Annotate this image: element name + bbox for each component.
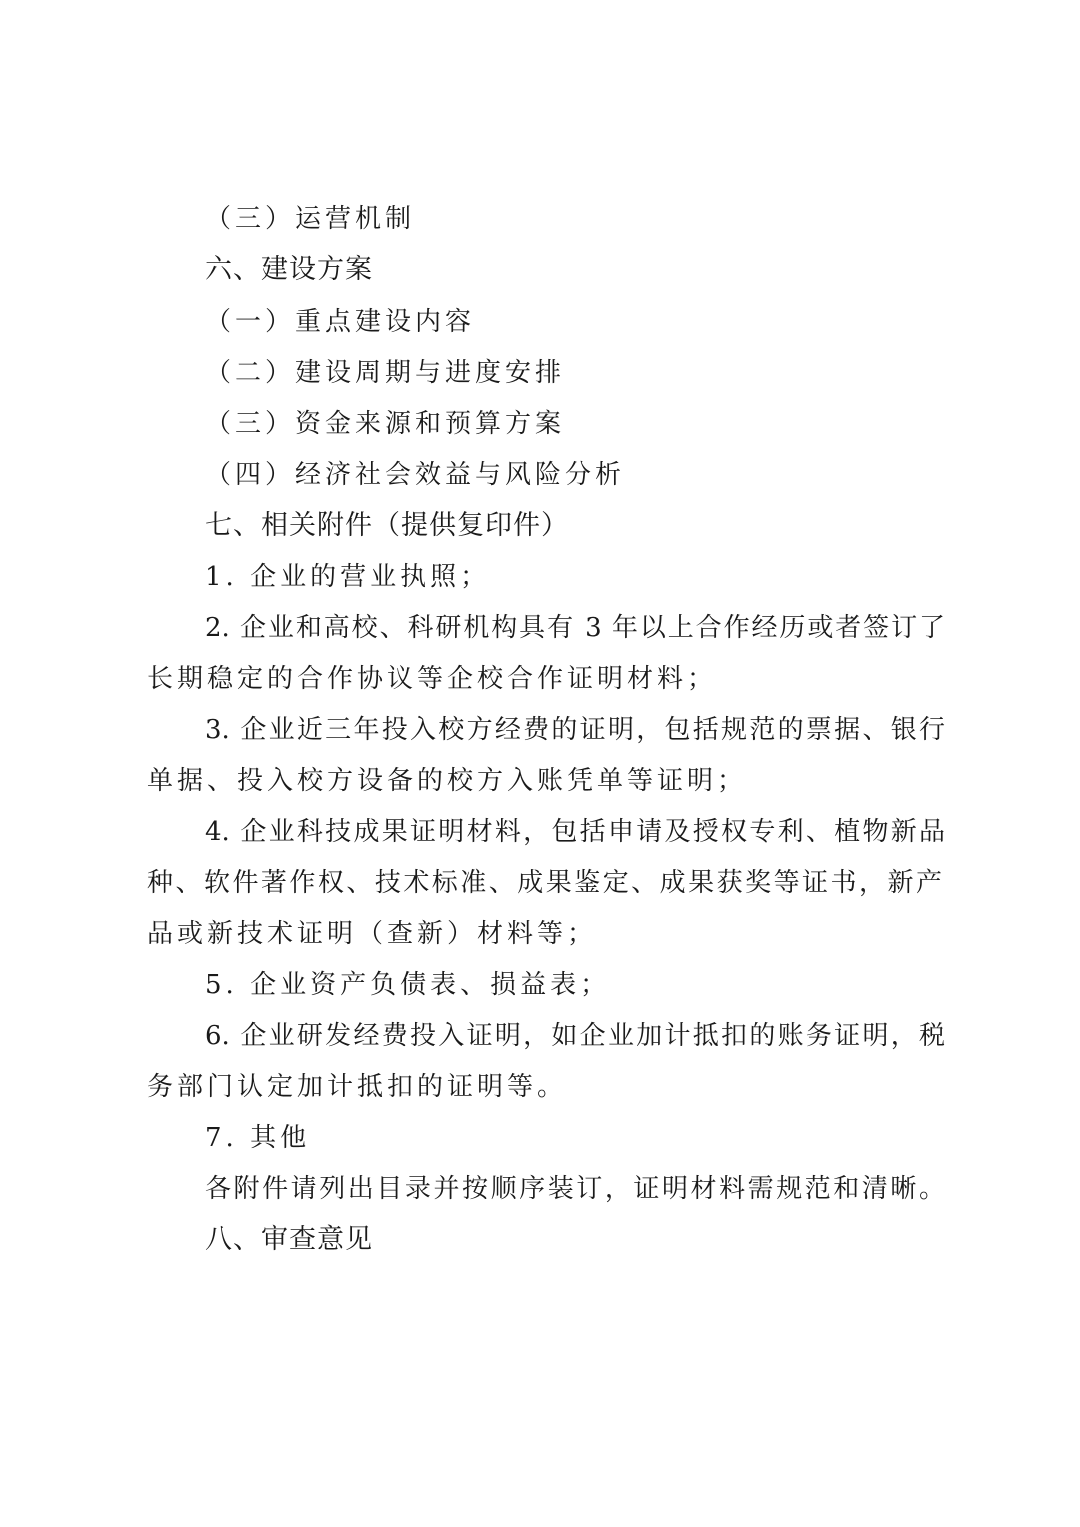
- section-6-3: （三）资金来源和预算方案: [205, 409, 566, 439]
- attachment-4-line-1: 4. 企业科技成果证明材料，包括申请及授权专利、植物新品: [205, 817, 945, 847]
- attachment-4-line-2: 种、软件著作权、技术标准、成果鉴定、成果获奖等证书，新产: [147, 868, 942, 898]
- attachment-4-line-3: 品或新技术证明（查新）材料等；: [147, 919, 598, 949]
- attachment-1: 1. 企业的营业执照；: [205, 562, 491, 592]
- attachment-2-line-1: 2. 企业和高校、科研机构具有 3 年以上合作经历或者签订了: [205, 613, 945, 643]
- attachment-7: 7. 其他: [205, 1123, 311, 1153]
- section-6-1: （一）重点建设内容: [205, 307, 476, 337]
- attachment-6-line-2: 务部门认定加计抵扣的证明等。: [147, 1072, 568, 1102]
- section-7-title: 七、相关附件（提供复印件）: [205, 510, 569, 541]
- section-5-3-operation-mechanism: （三）运营机制: [205, 204, 416, 234]
- section-6-2: （二）建设周期与进度安排: [205, 358, 566, 388]
- attachment-6-line-1: 6. 企业研发经费投入证明，如企业加计抵扣的账务证明，税: [205, 1021, 945, 1051]
- attachment-3-line-2: 单据、投入校方设备的校方入账凭单等证明；: [147, 766, 748, 796]
- attachment-2-line-2: 长期稳定的合作协议等企校合作证明材料；: [147, 664, 718, 694]
- section-8-title: 八、审查意见: [205, 1224, 373, 1255]
- section-6-title: 六、建设方案: [205, 254, 373, 285]
- section-6-4: （四）经济社会效益与风险分析: [205, 460, 626, 490]
- attachments-binding-note: 各附件请列出目录并按顺序装订，证明材料需规范和清晰。: [205, 1174, 945, 1204]
- attachment-3-line-1: 3. 企业近三年投入校方经费的证明，包括规范的票据、银行: [205, 715, 945, 745]
- attachment-5: 5. 企业资产负债表、损益表；: [205, 970, 611, 1000]
